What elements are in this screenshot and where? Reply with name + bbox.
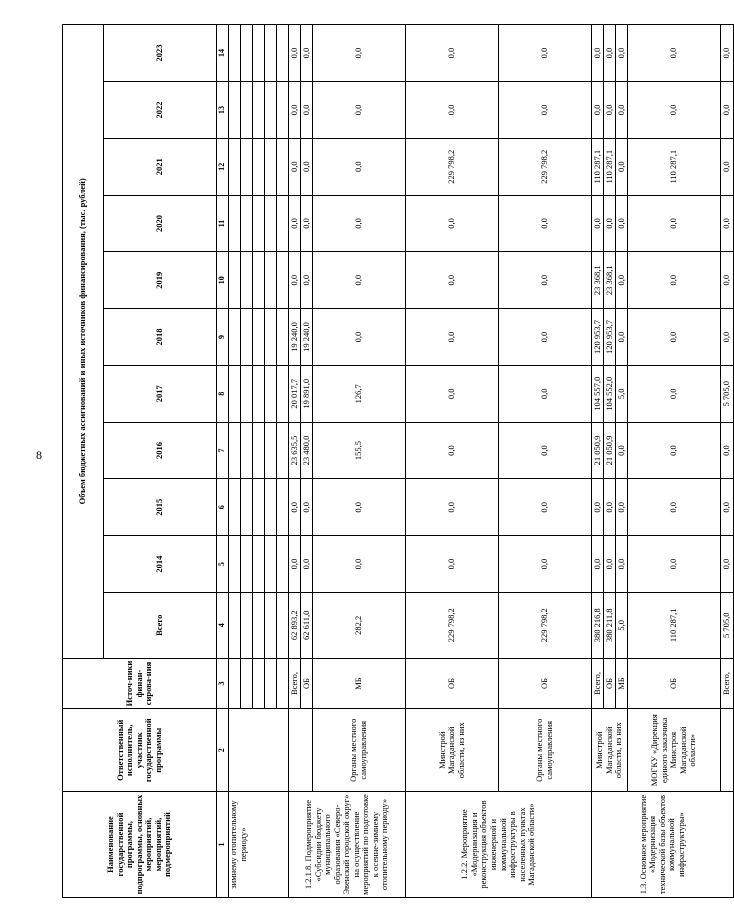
- year-value-cell: 0,0: [628, 252, 721, 309]
- column-number-cell: 2: [217, 709, 229, 792]
- year-value-cell: [277, 25, 289, 82]
- source-cell: [229, 658, 241, 709]
- year-value-cell: 0,0: [406, 479, 499, 536]
- year-value-cell: [229, 422, 241, 479]
- total-value-cell: 229 798,2: [499, 592, 592, 658]
- year-value-cell: [265, 365, 277, 422]
- header-year-2021: 2021: [104, 138, 217, 195]
- source-cell: [253, 658, 265, 709]
- year-value-cell: [265, 82, 277, 139]
- header-row: [63, 25, 104, 898]
- year-value-cell: [253, 25, 265, 82]
- column-number-cell: 14: [217, 25, 229, 82]
- data-row: [721, 25, 734, 898]
- year-value-cell: 0,0: [616, 252, 628, 309]
- total-value-cell: 5 705,0: [721, 592, 734, 658]
- year-value-cell: 19 240,0: [289, 309, 301, 366]
- year-value-cell: 0,0: [499, 479, 592, 536]
- year-value-cell: 0,0: [301, 195, 313, 252]
- year-value-cell: [229, 536, 241, 593]
- year-value-cell: [277, 422, 289, 479]
- year-value-cell: 0,0: [301, 82, 313, 139]
- year-value-cell: 0,0: [289, 82, 301, 139]
- header-year-2014: 2014: [104, 536, 217, 593]
- year-value-cell: [253, 138, 265, 195]
- header-year-2020: 2020: [104, 195, 217, 252]
- year-value-cell: 0,0: [721, 252, 734, 309]
- year-value-cell: 0,0: [313, 82, 406, 139]
- year-value-cell: [229, 479, 241, 536]
- year-value-cell: 0,0: [301, 479, 313, 536]
- source-cell: МБ: [313, 658, 406, 709]
- year-value-cell: 0,0: [313, 195, 406, 252]
- total-value-cell: [253, 592, 265, 658]
- year-value-cell: 23 480,0: [301, 422, 313, 479]
- year-value-cell: [277, 82, 289, 139]
- year-value-cell: 0,0: [289, 252, 301, 309]
- year-value-cell: 5 705,0: [721, 365, 734, 422]
- responsible-cell: Минстрой Магаданской области, из них: [592, 709, 628, 792]
- source-cell: Всего,: [721, 658, 734, 709]
- year-value-cell: [265, 536, 277, 593]
- column-number-cell: 6: [217, 479, 229, 536]
- year-value-cell: 0,0: [616, 309, 628, 366]
- financing-table: [62, 24, 734, 898]
- responsible-cell: Минстрой Магаданской области, из них: [406, 709, 499, 792]
- year-value-cell: [265, 195, 277, 252]
- year-value-cell: 0,0: [406, 25, 499, 82]
- total-value-cell: 282,2: [313, 592, 406, 658]
- year-value-cell: [241, 365, 253, 422]
- year-value-cell: [265, 479, 277, 536]
- year-value-cell: 0,0: [313, 309, 406, 366]
- year-value-cell: 0,0: [628, 479, 721, 536]
- year-value-cell: 19 891,0: [301, 365, 313, 422]
- header-year-2017: 2017: [104, 365, 217, 422]
- year-value-cell: 0,0: [721, 536, 734, 593]
- year-value-cell: 0,0: [592, 536, 604, 593]
- source-cell: Всего,: [289, 658, 301, 709]
- total-value-cell: [265, 592, 277, 658]
- year-value-cell: 110 287,1: [604, 138, 616, 195]
- column-number-cell: 11: [217, 195, 229, 252]
- responsible-cell: Органы местного самоуправления: [499, 709, 592, 792]
- year-value-cell: 0,0: [616, 82, 628, 139]
- year-value-cell: 120 953,7: [604, 309, 616, 366]
- year-value-cell: 0,0: [721, 25, 734, 82]
- year-value-cell: 229 798,2: [406, 138, 499, 195]
- year-value-cell: 229 798,2: [499, 138, 592, 195]
- column-number-cell: 12: [217, 138, 229, 195]
- item-1-2-2-name: 1.2.2. Мероприятие «Модернизация и реконструкция объектов инженерной и коммунальной инфраструктуры в населенных пунктах Магаданской области»: [406, 792, 592, 898]
- header-year-2016: 2016: [104, 422, 217, 479]
- column-number-cell: 5: [217, 536, 229, 593]
- year-value-cell: 0,0: [313, 252, 406, 309]
- data-row: [406, 25, 499, 898]
- year-value-cell: [277, 536, 289, 593]
- source-cell: ОБ: [301, 658, 313, 709]
- year-value-cell: 0,0: [604, 82, 616, 139]
- year-value-cell: 0,0: [313, 138, 406, 195]
- responsible-empty-cell: [721, 709, 734, 792]
- year-value-cell: [277, 365, 289, 422]
- year-value-cell: 0,0: [604, 536, 616, 593]
- year-value-cell: 0,0: [289, 25, 301, 82]
- year-value-cell: [241, 422, 253, 479]
- year-value-cell: 0,0: [313, 536, 406, 593]
- source-cell: [241, 658, 253, 709]
- data-row: [229, 25, 241, 898]
- column-number-cell: 3: [217, 658, 229, 709]
- year-value-cell: 0,0: [499, 82, 592, 139]
- year-value-cell: 0,0: [406, 422, 499, 479]
- column-number-cell: 7: [217, 422, 229, 479]
- continued-row-responsible: [229, 709, 289, 792]
- year-value-cell: 0,0: [628, 195, 721, 252]
- year-value-cell: [277, 479, 289, 536]
- year-value-cell: 21 050,9: [592, 422, 604, 479]
- year-value-cell: 0,0: [616, 138, 628, 195]
- year-value-cell: [253, 536, 265, 593]
- year-value-cell: [229, 82, 241, 139]
- header-source: Источ-ники финан-сирова-ния: [63, 658, 217, 709]
- total-value-cell: 229 798,2: [406, 592, 499, 658]
- page-number: 8: [36, 448, 42, 462]
- total-value-cell: [229, 592, 241, 658]
- year-value-cell: 110 287,1: [592, 138, 604, 195]
- total-value-cell: 380 216,8: [592, 592, 604, 658]
- total-value-cell: 62 893,2: [289, 592, 301, 658]
- year-value-cell: 0,0: [628, 422, 721, 479]
- year-value-cell: 0,0: [721, 138, 734, 195]
- year-value-cell: [277, 252, 289, 309]
- year-value-cell: 155,5: [313, 422, 406, 479]
- year-value-cell: 0,0: [301, 25, 313, 82]
- column-number-cell: 10: [217, 252, 229, 309]
- year-value-cell: [253, 195, 265, 252]
- year-value-cell: 0,0: [721, 422, 734, 479]
- year-value-cell: [229, 25, 241, 82]
- year-value-cell: 19 240,0: [301, 309, 313, 366]
- year-value-cell: 0,0: [628, 309, 721, 366]
- total-value-cell: 380 211,8: [604, 592, 616, 658]
- data-row: [592, 25, 604, 898]
- year-value-cell: [253, 479, 265, 536]
- total-value-cell: 62 611,0: [301, 592, 313, 658]
- year-value-cell: 0,0: [499, 252, 592, 309]
- year-value-cell: [241, 536, 253, 593]
- year-value-cell: [229, 309, 241, 366]
- data-row: [313, 25, 406, 898]
- column-number-cell: 1: [217, 792, 229, 898]
- responsible-empty-cell: [289, 709, 313, 792]
- year-value-cell: [277, 195, 289, 252]
- year-value-cell: [277, 309, 289, 366]
- source-cell: ОБ: [604, 658, 616, 709]
- year-value-cell: 0,0: [592, 195, 604, 252]
- year-value-cell: [241, 195, 253, 252]
- year-value-cell: 0,0: [289, 195, 301, 252]
- year-value-cell: [277, 138, 289, 195]
- year-value-cell: 0,0: [628, 25, 721, 82]
- year-value-cell: 0,0: [313, 25, 406, 82]
- year-value-cell: 20 017,7: [289, 365, 301, 422]
- year-value-cell: 120 953,7: [592, 309, 604, 366]
- year-value-cell: 0,0: [616, 25, 628, 82]
- column-number-cell: 8: [217, 365, 229, 422]
- source-cell: ОБ: [499, 658, 592, 709]
- year-value-cell: [229, 195, 241, 252]
- year-value-cell: [253, 422, 265, 479]
- header-name: Наименование государственной программы, подпрограммы, основных мероприятий, мероприятий, подмероприятий: [63, 792, 217, 898]
- year-value-cell: 0,0: [499, 422, 592, 479]
- source-cell: [265, 658, 277, 709]
- year-value-cell: 0,0: [301, 138, 313, 195]
- continued-row-name: зимнему отопительному периоду»: [229, 792, 289, 898]
- header-year-2022: 2022: [104, 82, 217, 139]
- year-value-cell: [265, 422, 277, 479]
- column-number-cell: 13: [217, 82, 229, 139]
- year-value-cell: 0,0: [721, 479, 734, 536]
- year-value-cell: 0,0: [499, 309, 592, 366]
- year-value-cell: 0,0: [604, 195, 616, 252]
- year-value-cell: [229, 252, 241, 309]
- year-value-cell: 0,0: [406, 195, 499, 252]
- year-value-cell: 0,0: [616, 195, 628, 252]
- year-value-cell: [253, 252, 265, 309]
- source-cell: [277, 658, 289, 709]
- year-value-cell: 0,0: [604, 479, 616, 536]
- year-value-cell: 0,0: [499, 25, 592, 82]
- year-value-cell: 0,0: [592, 82, 604, 139]
- source-cell: ОБ: [406, 658, 499, 709]
- year-value-cell: 0,0: [301, 536, 313, 593]
- header-responsible: Ответственный исполнитель, участник государственной программы: [63, 709, 217, 792]
- year-value-cell: [229, 138, 241, 195]
- year-value-cell: 0,0: [616, 536, 628, 593]
- header-year-2015: 2015: [104, 479, 217, 536]
- item-1-3-name: 1.3. Основное мероприятие «Модернизация технической базы объектов коммунальной инфраструктуры»: [592, 792, 734, 898]
- year-value-cell: 0,0: [313, 479, 406, 536]
- year-value-cell: 5,0: [616, 365, 628, 422]
- source-cell: ОБ: [628, 658, 721, 709]
- year-value-cell: 104 557,0: [592, 365, 604, 422]
- year-value-cell: 23 635,5: [289, 422, 301, 479]
- source-cell: МБ: [616, 658, 628, 709]
- year-value-cell: 23 368,1: [604, 252, 616, 309]
- year-value-cell: [241, 82, 253, 139]
- year-value-cell: 0,0: [604, 25, 616, 82]
- rotated-page: [62, 24, 732, 898]
- year-value-cell: 0,0: [628, 536, 721, 593]
- year-value-cell: 0,0: [721, 195, 734, 252]
- year-value-cell: 0,0: [406, 252, 499, 309]
- source-cell: Всего,: [592, 658, 604, 709]
- year-value-cell: 23 368,1: [592, 252, 604, 309]
- year-value-cell: 0,0: [592, 25, 604, 82]
- item-1-2-1-8-name: 1.2.1.8. Подмероприятие «Субсидии бюджету муниципального образования «Северо-Эвенский городской округ» на осуществление мероприятий по подготовке к осенне-зимнему отопительному периоду»: [289, 792, 406, 898]
- data-row: [628, 25, 721, 898]
- year-value-cell: 0,0: [721, 82, 734, 139]
- column-number-cell: 4: [217, 592, 229, 658]
- year-value-cell: [253, 365, 265, 422]
- header-year-2023: 2023: [104, 25, 217, 82]
- year-value-cell: 0,0: [289, 536, 301, 593]
- year-value-cell: [265, 309, 277, 366]
- year-value-cell: 21 050,9: [604, 422, 616, 479]
- header-year-2019: 2019: [104, 252, 217, 309]
- total-value-cell: [277, 592, 289, 658]
- total-value-cell: 110 287,1: [628, 592, 721, 658]
- year-value-cell: 0,0: [616, 479, 628, 536]
- year-value-cell: [253, 309, 265, 366]
- year-value-cell: [241, 252, 253, 309]
- year-value-cell: 0,0: [592, 479, 604, 536]
- header-total: Всего: [104, 592, 217, 658]
- year-value-cell: 0,0: [499, 536, 592, 593]
- data-row: [499, 25, 592, 898]
- year-value-cell: 0,0: [289, 479, 301, 536]
- data-row: [289, 25, 301, 898]
- year-value-cell: 0,0: [406, 309, 499, 366]
- year-value-cell: 0,0: [628, 82, 721, 139]
- year-value-cell: [229, 365, 241, 422]
- year-value-cell: 0,0: [616, 422, 628, 479]
- column-number-row: [217, 25, 229, 898]
- year-value-cell: [241, 479, 253, 536]
- year-value-cell: 0,0: [406, 82, 499, 139]
- responsible-cell: Органы местного самоуправления: [313, 709, 406, 792]
- year-value-cell: 110 287,1: [628, 138, 721, 195]
- year-value-cell: 126,7: [313, 365, 406, 422]
- total-value-cell: 5,0: [616, 592, 628, 658]
- header-year-2018: 2018: [104, 309, 217, 366]
- year-value-cell: [253, 82, 265, 139]
- year-value-cell: 0,0: [301, 252, 313, 309]
- year-value-cell: 0,0: [289, 138, 301, 195]
- year-value-cell: 0,0: [406, 365, 499, 422]
- year-value-cell: 0,0: [721, 309, 734, 366]
- year-value-cell: [265, 252, 277, 309]
- year-value-cell: 0,0: [406, 536, 499, 593]
- year-value-cell: 0,0: [499, 365, 592, 422]
- year-value-cell: [241, 25, 253, 82]
- column-number-cell: 9: [217, 309, 229, 366]
- year-value-cell: 0,0: [628, 365, 721, 422]
- year-value-cell: 0,0: [499, 195, 592, 252]
- year-value-cell: [241, 138, 253, 195]
- total-value-cell: [241, 592, 253, 658]
- year-value-cell: [265, 138, 277, 195]
- responsible-cell: МОГКУ «Дирекция единого заказчика Минстроя Магаданской области»: [628, 709, 721, 792]
- year-value-cell: [241, 309, 253, 366]
- year-value-cell: [265, 25, 277, 82]
- header-volume-group: Объем бюджетных ассигнований и иных источников финансирования, (тыс. рублей): [63, 25, 104, 659]
- year-value-cell: 104 552,0: [604, 365, 616, 422]
